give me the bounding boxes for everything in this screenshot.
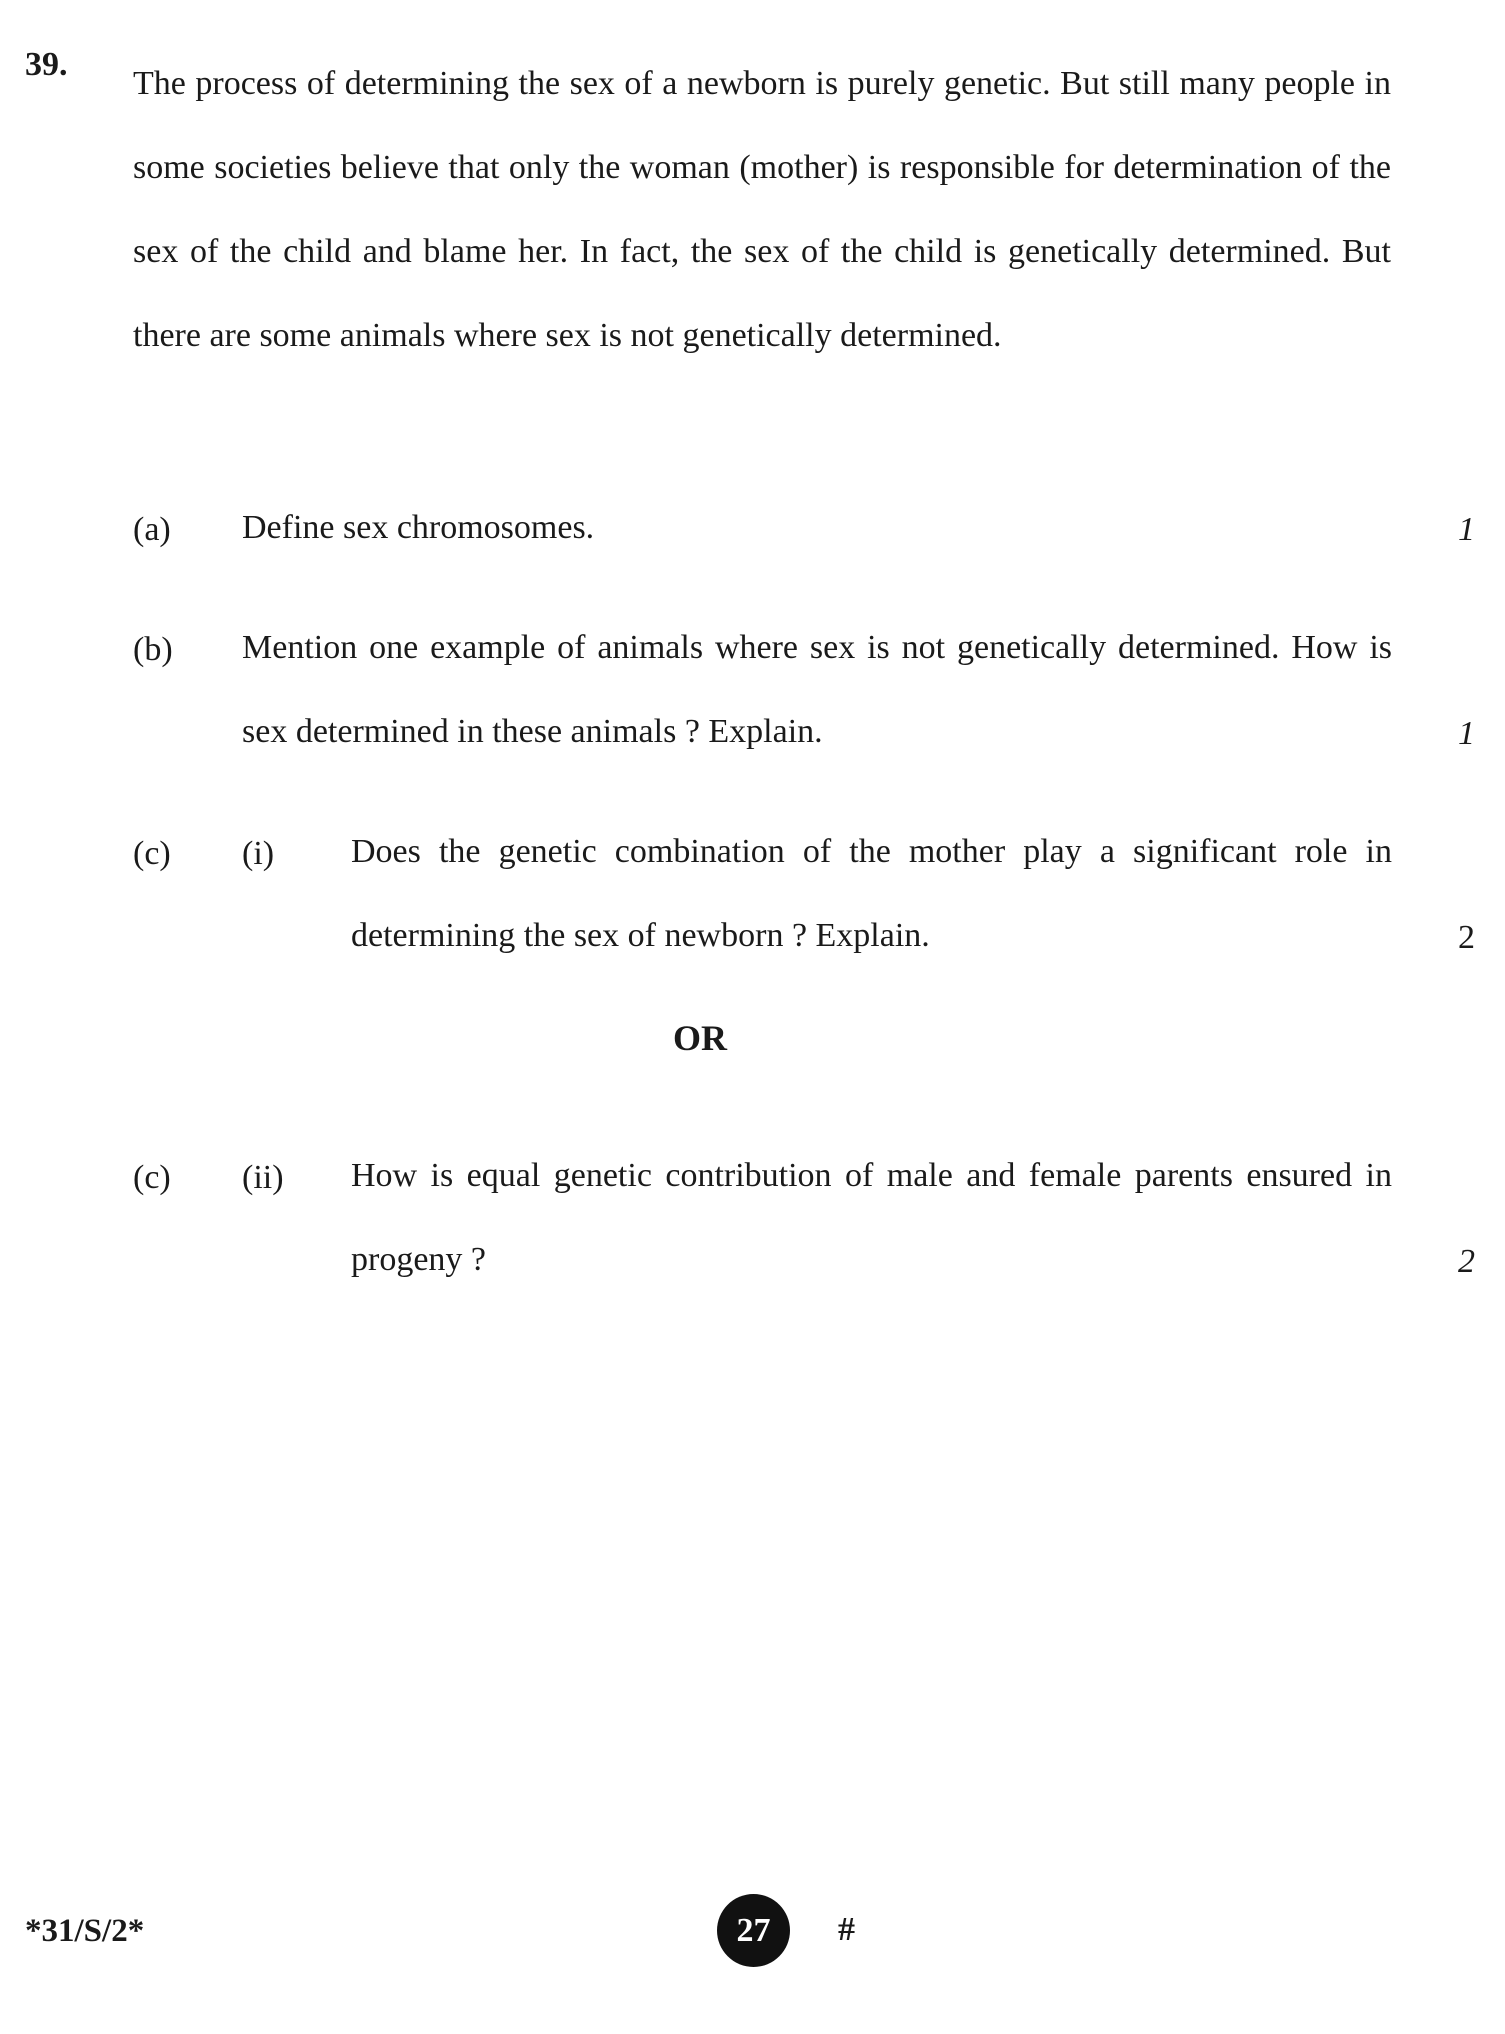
- part-b-text: Mention one example of animals where sex is not genetically determined. How is sex determined in these animals ? Explain.: [242, 629, 1392, 750]
- part-c1-sublabel: (i): [242, 835, 275, 872]
- part-c2-label: (c): [133, 1159, 171, 1196]
- part-a-marks: 1: [1458, 511, 1475, 548]
- part-c1-marks: 2: [1458, 919, 1475, 956]
- paper-code: *31/S/2*: [25, 1913, 145, 1949]
- part-b-label: (b): [133, 631, 173, 668]
- part-c2-marks: 2: [1458, 1243, 1475, 1280]
- question-stem: The process of determining the sex of a newborn is purely genetic. But still many people in some societies believe that only the woman (mother) is responsible for determination of the sex of the child and blame her. In fact, the sex of the child is genetically determined. But there are some animals where sex is not genetically determined.: [133, 65, 1391, 354]
- part-b-marks: 1: [1458, 715, 1475, 752]
- part-a-text: Define sex chromosomes.: [242, 509, 595, 546]
- part-a-label: (a): [133, 511, 171, 548]
- part-c1-label: (c): [133, 835, 171, 872]
- page-number-badge: [717, 1894, 790, 1967]
- question-number: 39.: [25, 46, 68, 83]
- part-c2-text: How is equal genetic contribution of male and female parents ensured in progeny ?: [351, 1157, 1392, 1278]
- page-number: 27: [736, 1911, 771, 1949]
- part-c1-text: Does the genetic combination of the mother play a significant role in determining the sex of newborn ? Explain.: [351, 833, 1392, 954]
- or-divider: OR: [673, 1018, 727, 1058]
- part-c2-sublabel: (ii): [242, 1159, 284, 1196]
- hash-symbol: #: [838, 1911, 855, 1948]
